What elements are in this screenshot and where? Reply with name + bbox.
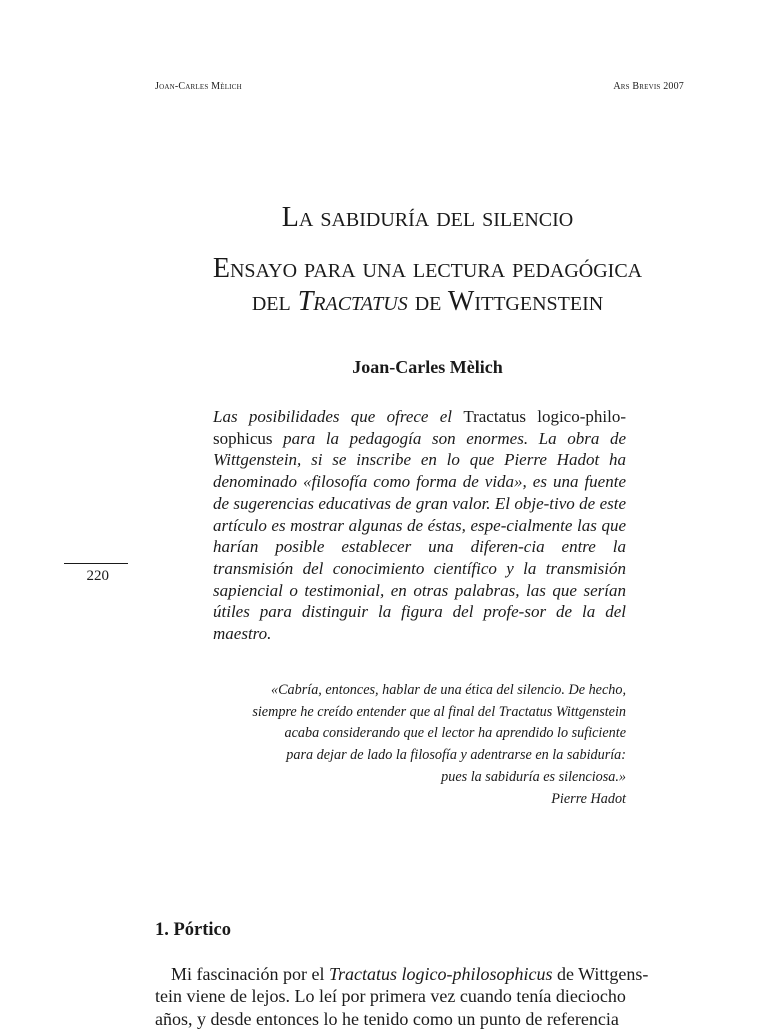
body-line: años, y desde entonces lo he tenido como un punto de referencia bbox=[155, 1008, 619, 1029]
abstract bbox=[213, 406, 626, 645]
epigraph-line: para dejar de lado la filosofía y adentrarse en la sabiduría: bbox=[286, 747, 626, 764]
body-text-2: de Wittgens- bbox=[552, 964, 649, 984]
article-author: Joan-Carles Mèlich bbox=[352, 357, 503, 377]
article-subtitle-line2 bbox=[155, 285, 700, 318]
section-heading: 1. Pórtico bbox=[155, 920, 232, 940]
body-tractatus-title: Tractatus logico-philosophicus bbox=[328, 964, 553, 984]
body-text-1: Mi fascinación por el bbox=[171, 964, 329, 984]
subtitle-tractatus: Tractatus bbox=[297, 286, 408, 317]
subtitle-del: del bbox=[251, 286, 298, 317]
body-line: tein viene de lejos. Lo leí por primera vez cuando tenía dieciocho bbox=[155, 986, 626, 1007]
epigraph-line: siempre he creído entender que al final del Tractatus Wittgenstein bbox=[252, 703, 626, 720]
abstract-text-1: Las posibilidades que ofrece el bbox=[213, 407, 464, 426]
epigraph-line: acaba considerando que el lector ha aprendido lo suficiente bbox=[284, 725, 626, 742]
article-title: La sabiduría del silencio bbox=[281, 202, 574, 233]
abstract-tractatus: Tractatus logico-philo-sophicus bbox=[213, 407, 626, 448]
epigraph-line: «Cabría, entonces, hablar de una ética del silencio. De hecho, bbox=[270, 682, 626, 698]
body-line bbox=[155, 963, 685, 985]
subtitle-wittgenstein: de Wittgenstein bbox=[407, 286, 604, 317]
abstract-text-2: para la pedagogía son enormes. La obra de Wittgenstein, si se inscribe en lo que Pierre Hadot ha denominado «filosofía como forma de vida», es una fuente de sugerencias educativas de gran valor. El obje-tivo de este artículo es mostrar algunas de éstas, espe-cialmente las que harían posible establecer una diferen-cia entre la transmisión del conocimiento científico y la transmisión sapiencial o testimonial, en otras palabras, las que serían útiles para distinguir la figura del profe-sor de la del maestro. bbox=[213, 428, 626, 644]
body-text bbox=[155, 963, 685, 1030]
epigraph-line: pues la sabiduría es silenciosa.» bbox=[441, 768, 626, 785]
page-number-rule bbox=[64, 563, 128, 564]
epigraph bbox=[205, 680, 626, 810]
article-subtitle-line1: Ensayo para una lectura pedagógica bbox=[212, 253, 643, 284]
page-number: 220 bbox=[86, 568, 109, 584]
epigraph-attribution: Pierre Hadot bbox=[551, 790, 626, 807]
running-head-journal: Ars Brevis 2007 bbox=[613, 81, 684, 92]
running-head-author: Joan-Carles Mèlich bbox=[155, 81, 242, 92]
